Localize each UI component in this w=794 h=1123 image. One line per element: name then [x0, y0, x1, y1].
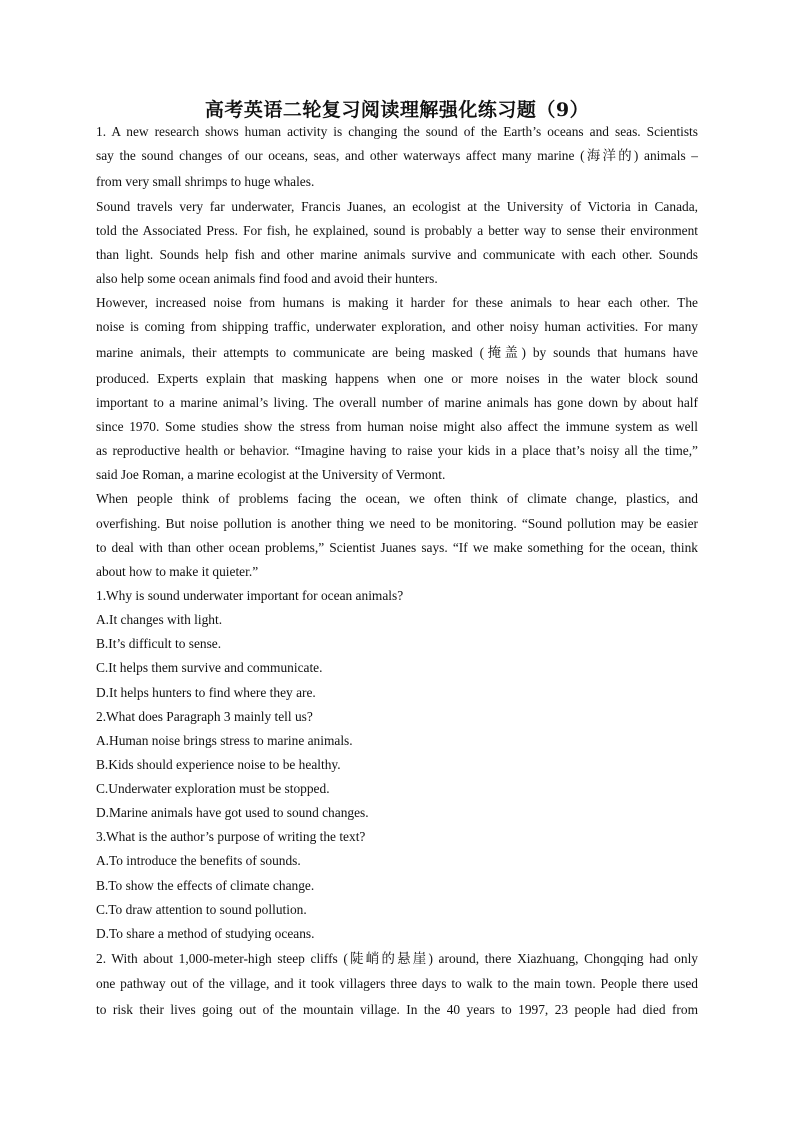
text-line-26: A.Human noise brings stress to marine animals. [96, 733, 353, 748]
text-line-21: A.It changes with light. [96, 612, 223, 627]
text-line-23: C.It helps them survive and communicate. [96, 660, 323, 675]
text-line-7: also help some ocean animals find food and avoid their hunters. [96, 271, 438, 286]
text-line-11: produced. Experts explain that masking happens when one or more noises in the water block sound [96, 371, 698, 386]
text-line-14: as reproductive health or behavior. “Imagine having to raise your kids in a place that’s noisy all the time,” [96, 443, 698, 458]
text-line-19: about how to make it quieter.” [96, 564, 259, 579]
text-line-32: B.To show the effects of climate change. [96, 878, 315, 893]
text-line-36: one pathway out of the village, and it took villagers three days to walk to the main town. People there used [96, 976, 698, 991]
text-line-22: B.It’s difficult to sense. [96, 636, 222, 651]
text-line-13: since 1970. Some studies show the stress from human noise might also affect the immune system as well [96, 419, 698, 434]
text-line-31: A.To introduce the benefits of sounds. [96, 853, 301, 868]
text-line-9: noise is coming from shipping traffic, underwater exploration, and other noisy human activities. For many [96, 319, 698, 334]
text-line-15: said Joe Roman, a marine ecologist at the University of Vermont. [96, 467, 446, 482]
text-line-1: 1. A new research shows human activity is changing the sound of the Earth’s oceans and seas. Scientists [96, 124, 698, 139]
text-line-33: C.To draw attention to sound pollution. [96, 902, 307, 917]
text-line-17: overfishing. But noise pollution is another thing we need to be monitoring. “Sound pollution may be easier [96, 516, 698, 531]
text-line-8: However, increased noise from humans is making it harder for these animals to hear each other. The [96, 295, 698, 310]
text-line-27: B.Kids should experience noise to be healthy. [96, 757, 341, 772]
text-line-18: to deal with than other ocean problems,” Scientist Juanes says. “If we make something for the ocean, think [96, 540, 698, 555]
question-2: 2.What does Paragraph 3 mainly tell us? [96, 709, 313, 724]
text-line-35: 2. With about 1,000-meter-high steep cliffs (陡峭的悬崖) around, there Xiazhuang, Chongqing had only [96, 951, 698, 966]
text-line-12: important to a marine animal’s living. The overall number of marine animals has gone down by about half [96, 395, 698, 410]
text-line-5: told the Associated Press. For fish, he explained, sound is probably a better way to sense their environment [96, 223, 698, 238]
page-title: 高考英语二轮复习阅读理解强化练习题（9） [204, 99, 590, 121]
question-3: 3.What is the author’s purpose of writing the text? [96, 829, 366, 844]
text-line-37: to risk their lives going out of the mountain village. In the 40 years to 1997, 23 people had died from [96, 1002, 698, 1017]
text-line-16: When people think of problems facing the ocean, we often think of climate change, plastics, and [96, 491, 698, 506]
text-line-24: D.It helps hunters to find where they are. [96, 685, 316, 700]
text-line-3: from very small shrimps to huge whales. [96, 174, 315, 189]
text-line-10: marine animals, their attempts to communicate are being masked (掩盖) by sounds that humans have [96, 345, 698, 360]
question-1: 1.Why is sound underwater important for ocean animals? [96, 588, 404, 603]
text-line-34: D.To share a method of studying oceans. [96, 926, 315, 941]
text-line-2: say the sound changes of our oceans, seas, and other waterways affect many marine (海洋的) animals – [96, 148, 698, 163]
text-line-4: Sound travels very far underwater, Francis Juanes, an ecologist at the University of Victoria in Canada, [96, 199, 698, 214]
text-line-6: than light. Sounds help fish and other marine animals survive and communicate with each other. Sounds [96, 247, 698, 262]
text-line-28: C.Underwater exploration must be stopped. [96, 781, 330, 796]
text-line-29: D.Marine animals have got used to sound changes. [96, 805, 369, 820]
